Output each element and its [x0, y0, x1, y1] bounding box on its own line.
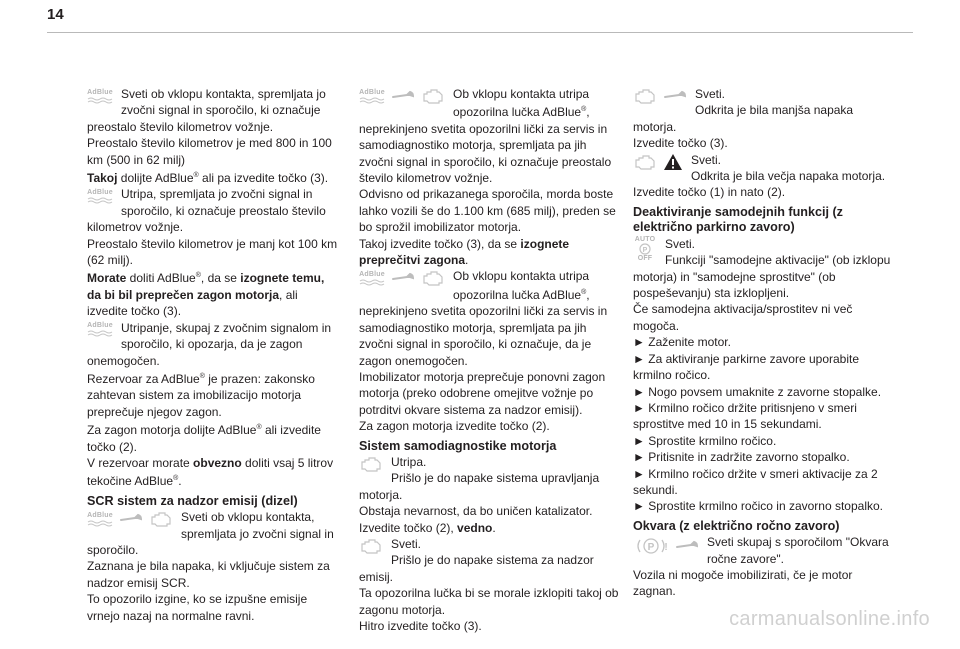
warning-triangle-icon: [663, 153, 683, 171]
text: Funkciji "samodejne aktivacije" (ob izklopu motorja) in "samodejne sprostitve" (ob pospeševanju) sta izklopljeni.: [633, 253, 891, 301]
section-heading-scr: SCR sistem za nadzor emisij (dizel): [87, 493, 298, 508]
text: Prišlo je do napake sistema upravljanja motorja.: [359, 471, 600, 502]
diag-block-1: [359, 454, 621, 503]
text: Odkrita je bila manjša napaka motorja.: [633, 103, 854, 134]
section-heading-auto-functions: Deaktiviranje samodejnih funkcij (z električno parkirno zavoro): [633, 204, 843, 235]
adblue-icon: AdBlue: [87, 89, 113, 104]
bullet-marker: ►: [633, 499, 645, 514]
adblue-icon: AdBlue: [87, 189, 113, 204]
text: Sveti.: [695, 87, 726, 101]
svg-text:P: P: [642, 246, 648, 254]
instruction-text: Sprostite krmilno ročico.: [648, 433, 777, 448]
text: Zaznana je bila napaka, ki vključuje sistem za nadzor emisij SCR.: [87, 559, 330, 590]
brake-fault-block: [633, 534, 893, 567]
engine-icon: [359, 537, 383, 555]
engine-icon: [421, 269, 445, 287]
auto-off-block: [633, 236, 893, 302]
bullet-marker: ►: [633, 466, 645, 481]
adblue-icon: AdBlue: [87, 512, 113, 527]
svg-text:P: P: [647, 542, 655, 554]
adblue-warning-block-3: [87, 320, 340, 369]
text: Odkrita je bila večja napaka motorja.: [691, 169, 886, 184]
bullet-marker: ►: [633, 351, 645, 366]
section-heading-engine-diagnostics: Sistem samodiagnostike motorja: [359, 438, 557, 453]
instruction-text: Sprostite krmilno ročico in zavorno stopalko.: [648, 499, 884, 514]
text: Ta opozorilna lučka bi se morale izklopiti takoj ob zagonu motorja.: [359, 586, 619, 617]
column-2: [359, 86, 621, 635]
watermark: carmanualsonline.info: [729, 608, 930, 630]
adblue-service-block-2: [359, 268, 621, 368]
section-heading-parking-brake-fault: Okvara (z električno ročno zavoro): [633, 518, 840, 533]
text: Rezervoar za AdBlue® je prazen: zakonsko zahtevan sistem za imobilizacijo motorja preprečuje njegov zagon.: [87, 371, 315, 419]
adblue-service-block-1: [359, 86, 621, 186]
text: Izvedite točko (3).: [633, 136, 728, 151]
instruction-text: Krmilno ročico držite pritisnjeno v smeri sprostitve med 10 in 15 sekundami.: [633, 400, 857, 432]
instruction-text: Zaženite motor.: [648, 335, 731, 350]
wrench-icon: [663, 90, 687, 102]
text: Ob vklopu kontakta utripa opozorilna lučka AdBlue®, neprekinjeno svetita opozorilni lički za servis in samodiagnostiko motorja, spremljata pa jih zvočni signal in sporočilo, ki označuje, da je zagon onemogočen.: [359, 269, 608, 368]
page-number: 14: [47, 6, 64, 23]
parking-brake-fault-icon: [633, 536, 669, 556]
instruction-item: [633, 400, 893, 433]
bullet-marker: ►: [633, 450, 645, 465]
text: Hitro izvedite točko (3).: [359, 619, 482, 634]
adblue-warning-block-1: [87, 86, 340, 135]
adblue-icon: AdBlue: [359, 271, 385, 286]
wrench-icon: [391, 90, 415, 102]
text: Za zagon motorja dolijte AdBlue® ali izvedite točko (2).: [87, 423, 321, 454]
engine-icon: [149, 510, 173, 528]
engine-icon: [359, 455, 383, 473]
diag-block-2: [359, 536, 621, 585]
adblue-icon: AdBlue: [359, 89, 385, 104]
text: Sveti.: [665, 236, 696, 251]
instruction-text: Pritisnite in zadržite zavorno stopalko.: [648, 450, 850, 465]
text: Utripanje, skupaj z zvočnim signalom in sporočilo, ki opozarja, da je zagon onemogočen.: [87, 320, 332, 368]
wrench-icon: [391, 272, 415, 284]
instruction-text: Za aktiviranje parkirne zavore uporabite krmilno ročico.: [633, 351, 860, 383]
instruction-item: [633, 334, 893, 350]
text: Preostalo število kilometrov je manj kot 100 km (62 milj).: [87, 236, 338, 268]
text: Izvedite točko (2), vedno.: [359, 520, 496, 535]
text: Sveti.: [691, 152, 722, 167]
wrench-icon: [119, 513, 143, 525]
text: Morate doliti AdBlue®, da se izognete temu, da bi bil preprečen zagon motorja, ali izvedite točko (3).: [87, 271, 325, 319]
fault-block-major: [633, 152, 893, 185]
auto-off-parking-brake-icon: AUTO P OFF: [634, 235, 656, 262]
instruction-item: [633, 351, 893, 384]
text: Utripa.: [391, 455, 427, 470]
text: Odvisno od prikazanega sporočila, morda boste lahko vozili še do 1.100 km (685 milj), preden se bo sprožil imobilizator motorja.: [359, 187, 616, 235]
bullet-marker: ►: [633, 384, 645, 399]
instruction-item: [633, 384, 893, 400]
adblue-icon: AdBlue: [87, 322, 113, 337]
text: Utripa, spremljata jo zvočni signal in sporočilo, ki označuje preostalo število kilometrov vožnje.: [87, 187, 326, 235]
instruction-list: [633, 334, 893, 514]
text: Prišlo je do napake sistema za nadzor emisij.: [359, 553, 594, 584]
bullet-marker: ►: [633, 433, 645, 448]
header-rule: [47, 32, 913, 33]
bullet-marker: ►: [633, 335, 645, 350]
adblue-warning-block-2: [87, 186, 340, 235]
column-3: [633, 86, 893, 600]
text: Imobilizator motorja preprečuje ponovni zagon motorja (preko odobrene omejitve vožnje po potrditvi okvare sistema za nadzor emisij).: [359, 369, 606, 417]
text: Obstaja nevarnost, da bo uničen katalizator.: [359, 504, 593, 519]
instruction-item: [633, 433, 893, 449]
scr-warning-block: [87, 509, 340, 558]
fault-block-minor: [633, 86, 893, 135]
instruction-text: Krmilno ročico držite v smeri aktivacije za 2 sekundi.: [633, 466, 878, 497]
instruction-item: [633, 466, 893, 499]
text: Za zagon motorja izvedite točko (2).: [359, 419, 550, 434]
text: Če samodejna aktivacija/sprostitev ni več mogoča.: [633, 302, 853, 333]
wrench-icon: [675, 540, 699, 552]
text: Takoj dolijte AdBlue® ali pa izvedite točko (3).: [87, 171, 329, 186]
text: Preostalo število kilometrov je med 800 in 100 km (500 in 62 milj): [87, 136, 332, 167]
text: Sveti ob vklopu kontakta, spremljata jo zvočni signal in sporočilo.: [87, 510, 334, 558]
text: Sveti.: [391, 537, 422, 552]
svg-text:!: !: [664, 542, 668, 554]
text: Vozila ni mogoče imobilizirati, če je motor zagnan.: [633, 568, 853, 599]
text: To opozorilo izgine, ko se izpušne emisije vrnejo nazaj na normalne ravni.: [87, 592, 308, 623]
instruction-text: Nogo povsem umaknite z zavorne stopalke.: [648, 384, 882, 399]
instruction-item: [633, 449, 893, 465]
engine-icon: [421, 87, 445, 105]
engine-icon: [633, 153, 657, 171]
engine-icon: [633, 87, 657, 105]
text: V rezervoar morate obvezno doliti vsaj 5 litrov tekočine AdBlue®.: [87, 455, 334, 489]
bullet-marker: ►: [633, 400, 645, 415]
instruction-item: [633, 498, 893, 514]
text: Izvedite točko (1) in nato (2).: [633, 185, 786, 200]
text: Ob vklopu kontakta utripa opozorilna lučka AdBlue®, neprekinjeno svetita opozorilni lički za servis in samodiagnostiko motorja, spremljata pa jih zvočni signal in sporočilo, ki označuje preostalo število kilometrov vožnje.: [359, 87, 612, 186]
text: Takoj izvedite točko (3), da se izognete preprečitvi zagona.: [359, 236, 570, 268]
text: Sveti ob vklopu kontakta, spremljata jo zvočni signal in sporočilo, ki označuje preostalo število kilometrov vožnje.: [87, 87, 326, 134]
text: Sveti skupaj s sporočilom "Okvara ročne zavore".: [707, 535, 889, 566]
column-1: [87, 86, 340, 624]
